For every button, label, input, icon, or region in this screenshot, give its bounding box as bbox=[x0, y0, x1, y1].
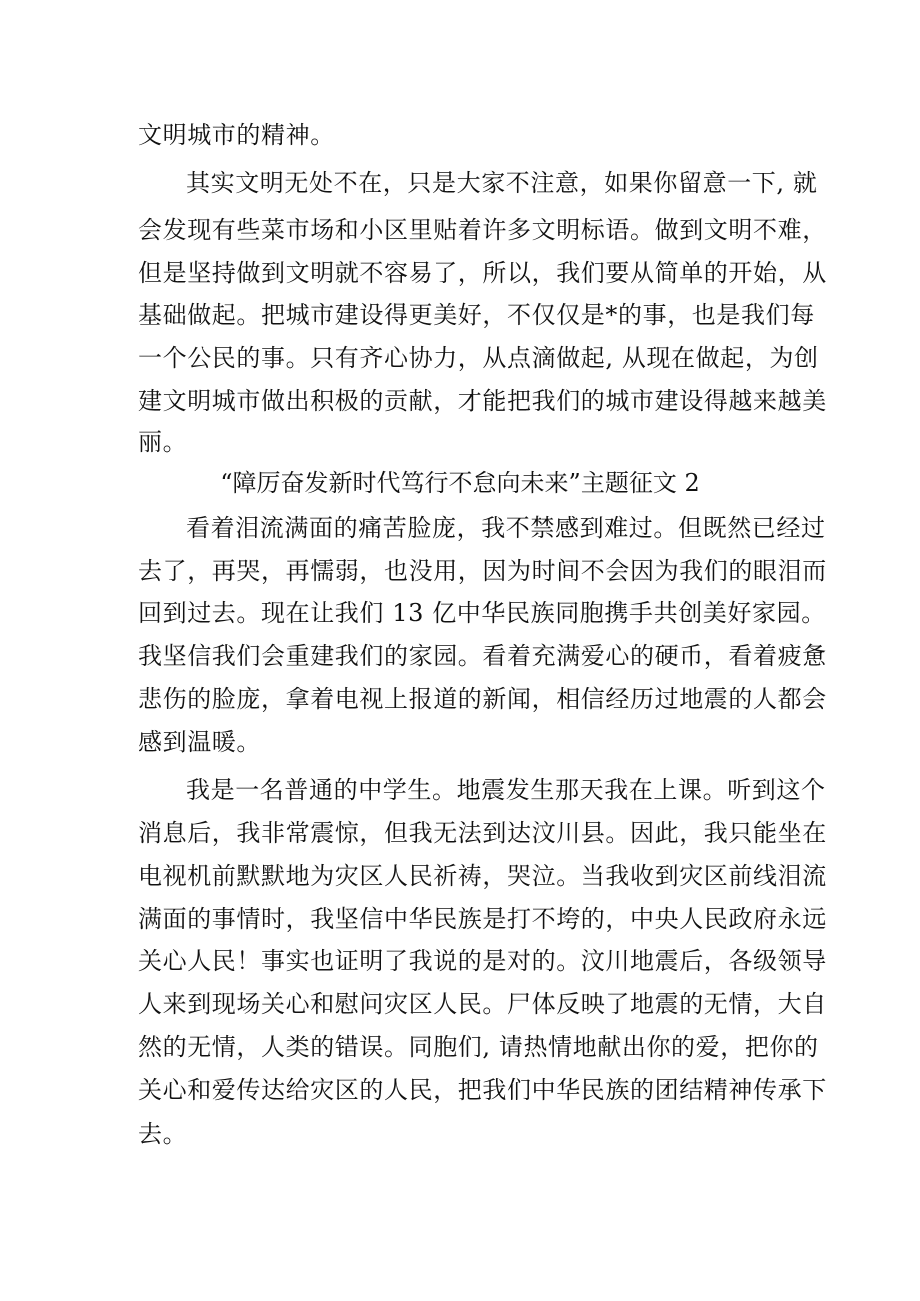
text-line: 但是坚持做到文明就不容易了，所以，我们要从简单的开始，从 bbox=[138, 259, 827, 287]
text-line: 满面的事情时，我坚信中华民族是打不垮的，中央人民政府永远 bbox=[138, 905, 827, 933]
text-line: 文明城市的精神。 bbox=[138, 121, 335, 149]
text-line: 去了，再哭，再懦弱，也没用，因为时间不会因为我们的眼泪而 bbox=[138, 557, 827, 585]
text-line: 悲伤的脸庞，拿着电视上报道的新闻，相信经历过地震的人都会 bbox=[138, 685, 827, 713]
paragraph-first-line: 看着泪流满面的痛苦脸庞，我不禁感到难过。但既然已经过 bbox=[186, 514, 826, 542]
paragraph-first-line: 我是一名普通的中学生。地震发生那天我在上课。听到这个 bbox=[186, 776, 826, 804]
text-line: 丽。 bbox=[138, 428, 188, 456]
text-line: 然的无情，人类的错误。同胞们, 请热情地献出你的爱，把你的 bbox=[138, 1033, 819, 1061]
text-line: 建文明城市做出积极的贡献，才能把我们的城市建设得越来越美 bbox=[138, 387, 827, 415]
text-line: 关心和爱传达给灾区的人民，把我们中华民族的团结精神传承下 bbox=[138, 1076, 827, 1104]
text-line: 一个公民的事。只有齐心协力，从点滴做起, 从现在做起，为创 bbox=[138, 344, 819, 372]
paragraph-first-line: 其实文明无处不在，只是大家不注意，如果你留意一下, 就 bbox=[186, 169, 818, 197]
text-line: 人来到现场关心和慰问灾区人民。尸体反映了地震的无情，大自 bbox=[138, 990, 827, 1018]
text-line: 电视机前默默地为灾区人民祈祷，哭泣。当我收到灾区前线泪流 bbox=[138, 862, 827, 890]
section-heading: “障厉奋发新时代笃行不怠向未来”主题征文 2 bbox=[220, 469, 700, 497]
text-line: 基础做起。把城市建设得更美好，不仅仅是*的事，也是我们每 bbox=[138, 301, 815, 329]
text-line: 会发现有些菜市场和小区里贴着许多文明标语。做到文明不难， bbox=[138, 216, 827, 244]
text-line: 消息后，我非常震惊，但我无法到达汶川县。因此，我只能坐在 bbox=[138, 819, 827, 847]
text-line: 去。 bbox=[138, 1120, 188, 1148]
text-line: 回到过去。现在让我们 13 亿中华民族同胞携手共创美好家园。 bbox=[138, 599, 826, 627]
text-line: 我坚信我们会重建我们的家园。看着充满爱心的硬币，看着疲惫 bbox=[138, 642, 827, 670]
text-line: 关心人民！事实也证明了我说的是对的。汶川地震后，各级领导 bbox=[138, 947, 827, 975]
text-line: 感到温暖。 bbox=[138, 728, 261, 756]
